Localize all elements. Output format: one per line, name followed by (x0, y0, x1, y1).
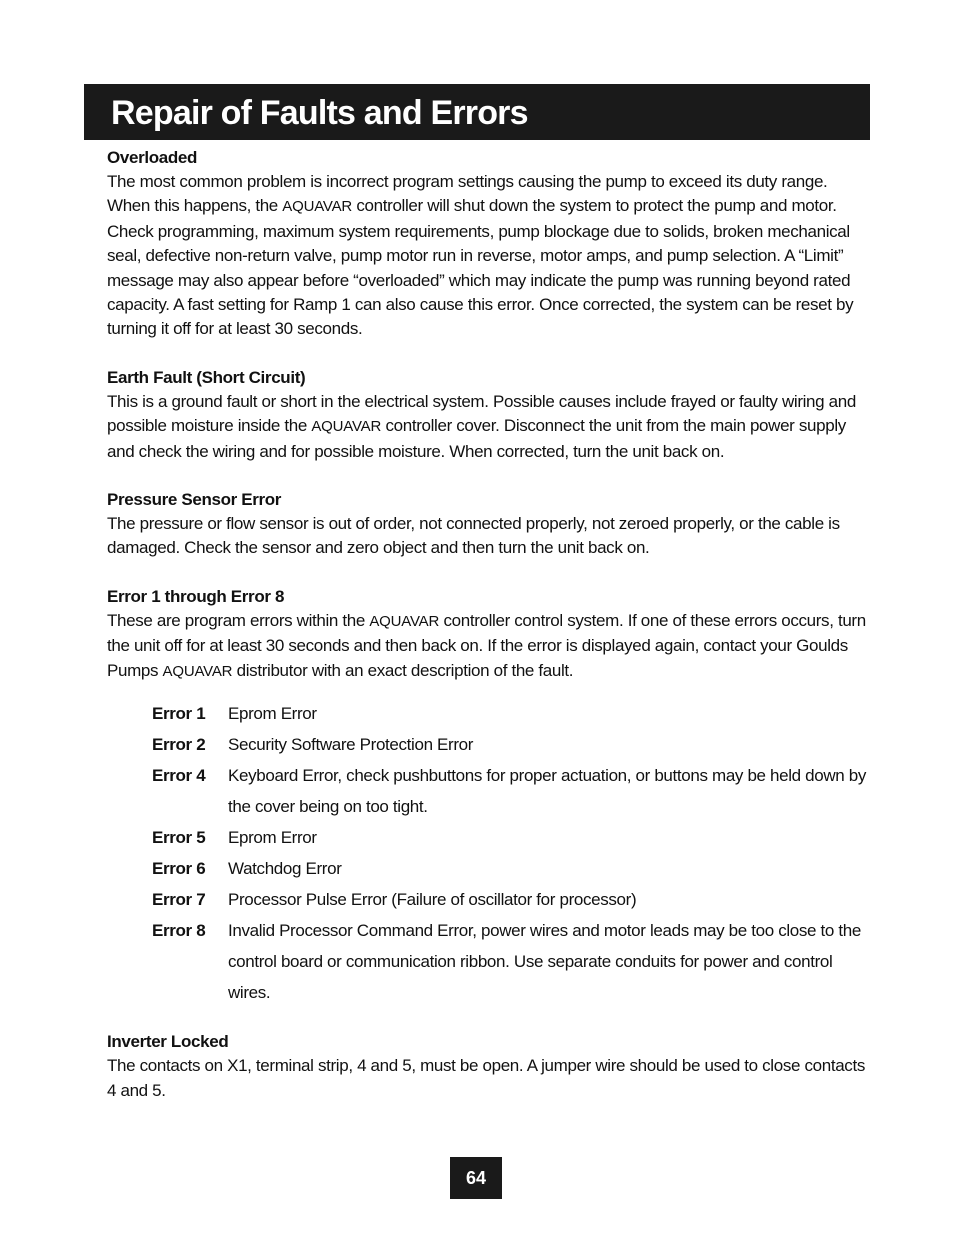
section-body-errors (107, 609, 869, 684)
brand-name: AQUAVAR (311, 418, 382, 436)
section-title-pressure-sensor: Pressure Sensor Error (107, 490, 282, 510)
page-number: 64 (450, 1157, 502, 1199)
section-body-overloaded (107, 170, 869, 342)
section-earth-fault (107, 366, 869, 464)
body-text: controller will shut down the system to protect the pump and motor. Check programming, maximum system requirements, pump blockage due to solids, broken mechanical seal, defective non-return valve, pump motor run in reverse, motor amps, and pump selection. A “Limit” message may also appear before “overloaded” which may indicate the pump was running beyond rated capacity. A fast setting for Ramp 1 can also cause this error. Once corrected, the system can be reset by turning it off for at least 30 seconds. (107, 196, 854, 339)
brand-name: AQUAVAR (369, 612, 440, 630)
title-bar (84, 84, 870, 140)
brand-name: AQUAVAR (282, 198, 353, 216)
error-description: Watchdog Error (228, 859, 342, 879)
section-errors (107, 585, 869, 1008)
error-description: Eprom Error (228, 828, 317, 848)
error-code: Error 6 (152, 859, 206, 879)
error-row (152, 853, 869, 884)
section-title-errors: Error 1 through Error 8 (107, 586, 285, 606)
body-text: distributor with an exact description of the fault. (232, 660, 574, 680)
error-list (152, 698, 869, 1008)
error-code: Error 8 (152, 921, 206, 941)
error-code: Error 7 (152, 890, 206, 910)
section-title-inverter-locked: Inverter Locked (107, 1032, 229, 1052)
body-text: This is a ground fault or short in the electrical system. Possible causes include frayed or faulty wiring and possible moisture inside the (107, 391, 856, 436)
error-row (152, 884, 869, 915)
section-body-pressure-sensor: The pressure or flow sensor is out of order, not connected properly, not zeroed properly, or the cable is damaged. Check the sensor and zero object and then turn the unit back on. (107, 514, 840, 558)
body-text: These are program errors within the (107, 610, 370, 630)
section-inverter-locked (107, 1030, 869, 1103)
body-text: The most common problem is incorrect program settings causing the pump to exceed its duty range. When this happens, the (107, 172, 828, 216)
error-row (152, 915, 869, 1008)
error-code: Error 4 (152, 766, 206, 786)
section-title-overloaded: Overloaded (107, 148, 198, 167)
section-pressure-sensor (107, 488, 869, 561)
error-description: Security Software Protection Error (228, 735, 474, 755)
error-code: Error 2 (152, 735, 206, 755)
error-row (152, 760, 869, 822)
body-text: controller cover. Disconnect the unit from the main power supply and check the wiring and for possible moisture. When corrected, turn the unit back on. (107, 416, 846, 461)
error-description: Eprom Error (228, 704, 317, 724)
section-body-earth-fault (107, 390, 869, 464)
error-description: Keyboard Error, check pushbuttons for proper actuation, or buttons may be held down by the cover being on too tight. (228, 766, 867, 817)
error-row (152, 822, 869, 853)
error-code: Error 1 (152, 704, 206, 724)
section-title-earth-fault: Earth Fault (Short Circuit) (107, 367, 306, 387)
error-row (152, 729, 869, 760)
section-overloaded (107, 146, 869, 342)
error-description: Processor Pulse Error (Failure of oscillator for processor) (228, 890, 637, 910)
page-content (107, 146, 869, 1127)
error-code: Error 5 (152, 828, 206, 848)
brand-name: AQUAVAR (162, 662, 233, 680)
page-title: Repair of Faults and Errors (111, 94, 528, 132)
error-description: Invalid Processor Command Error, power wires and motor leads may be too close to the control board or communication ribbon. Use separate conduits for power and control wires. (228, 921, 861, 1003)
body-text: controller control system. If one of these errors occurs, turn the unit off for at least 30 seconds and then back on. If the error is displayed again, contact your Goulds Pumps (107, 610, 866, 680)
section-body-inverter-locked: The contacts on X1, terminal strip, 4 and 5, must be open. A jumper wire should be used to close contacts 4 and 5. (107, 1056, 865, 1100)
error-row (152, 698, 869, 729)
